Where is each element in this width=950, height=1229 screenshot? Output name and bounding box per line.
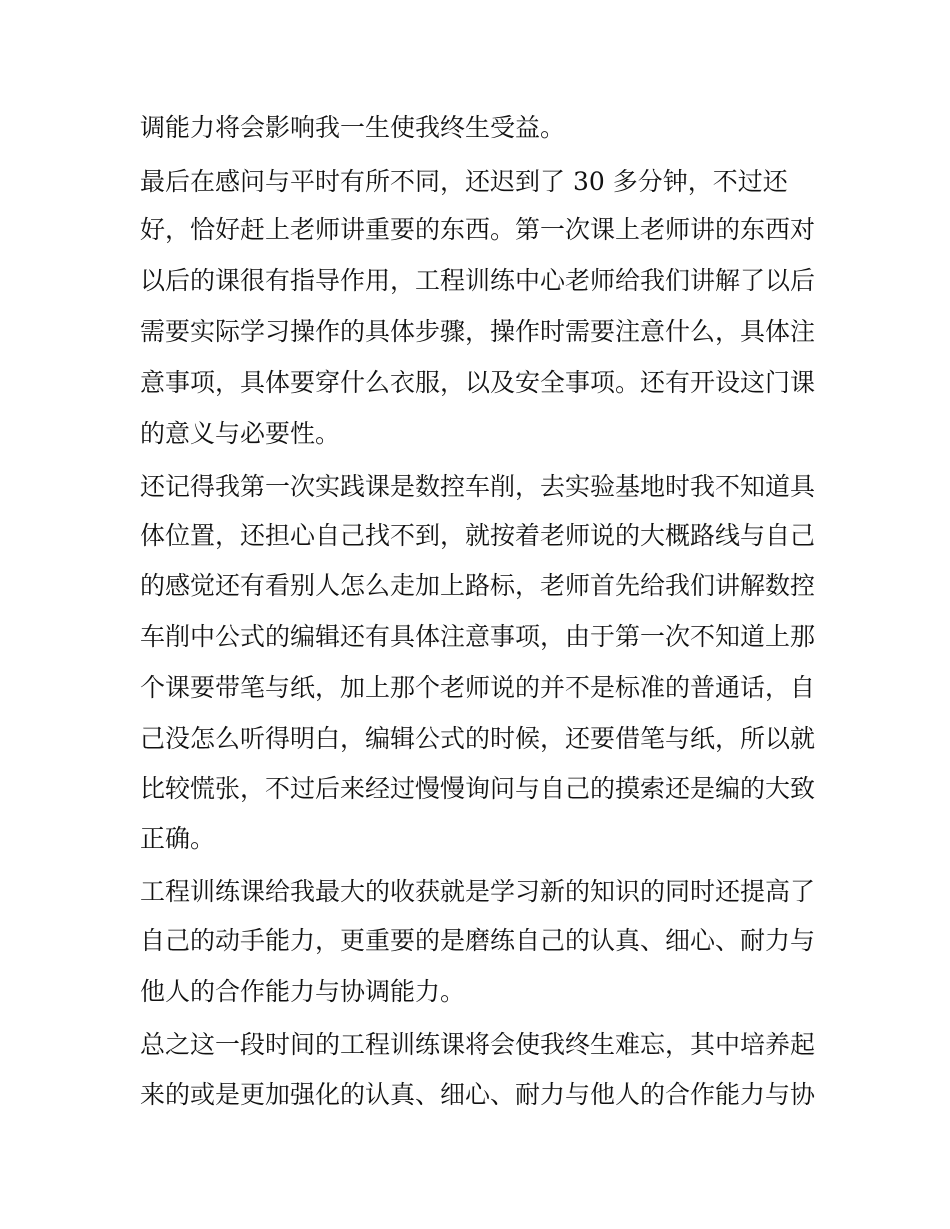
text-line: 以后的课很有指导作用，工程训练中心老师给我们讲解了以后 (140, 266, 816, 295)
text-line: 车削中公式的编辑还有具体注意事项，由于第一次不知道上那 (140, 622, 816, 651)
text-line: 体位置，还担心自己找不到，就按着老师说的大概路线与自己 (140, 521, 816, 550)
text-line: 他人的合作能力与协调能力。 (140, 977, 466, 1006)
text-line: 的意义与必要性。 (140, 419, 341, 448)
text-line: 工程训练课给我最大的收获就是学习新的知识的同时还提高了 (140, 877, 816, 906)
text-line: 最后在感问与平时有所不同，还迟到了 30 多分钟，不过还 (140, 167, 788, 196)
text-line: 比较慌张，不过后来经过慢慢询问与自己的摸索还是编的大致 (140, 774, 816, 803)
text-line: 自己的动手能力，更重要的是磨练自己的认真、细心、耐力与 (140, 926, 816, 955)
text-line: 好，恰好赶上老师讲重要的东西。第一次课上老师讲的东西对 (140, 215, 816, 244)
text-line: 总之这一段时间的工程训练课将会使我终生难忘，其中培养起 (140, 1030, 816, 1059)
text-line: 来的或是更加强化的认真、细心、耐力与他人的合作能力与协 (140, 1080, 816, 1109)
text-line: 己没怎么听得明白，编辑公式的时候，还要借笔与纸，所以就 (140, 724, 816, 753)
text-line: 的感觉还有看别人怎么走加上路标，老师首先给我们讲解数控 (140, 571, 816, 600)
text-line: 还记得我第一次实践课是数控车削，去实验基地时我不知道具 (140, 472, 816, 501)
text-line: 正确。 (140, 824, 216, 853)
text-line: 意事项，具体要穿什么衣服，以及安全事项。还有开设这门课 (140, 368, 816, 397)
text-line: 需要实际学习操作的具体步骤，操作时需要注意什么，具体注 (140, 317, 816, 346)
text-line: 调能力将会影响我一生使我终生受益。 (140, 113, 566, 142)
text-line: 个课要带笔与纸，加上那个老师说的并不是标准的普通话，自 (140, 673, 816, 702)
